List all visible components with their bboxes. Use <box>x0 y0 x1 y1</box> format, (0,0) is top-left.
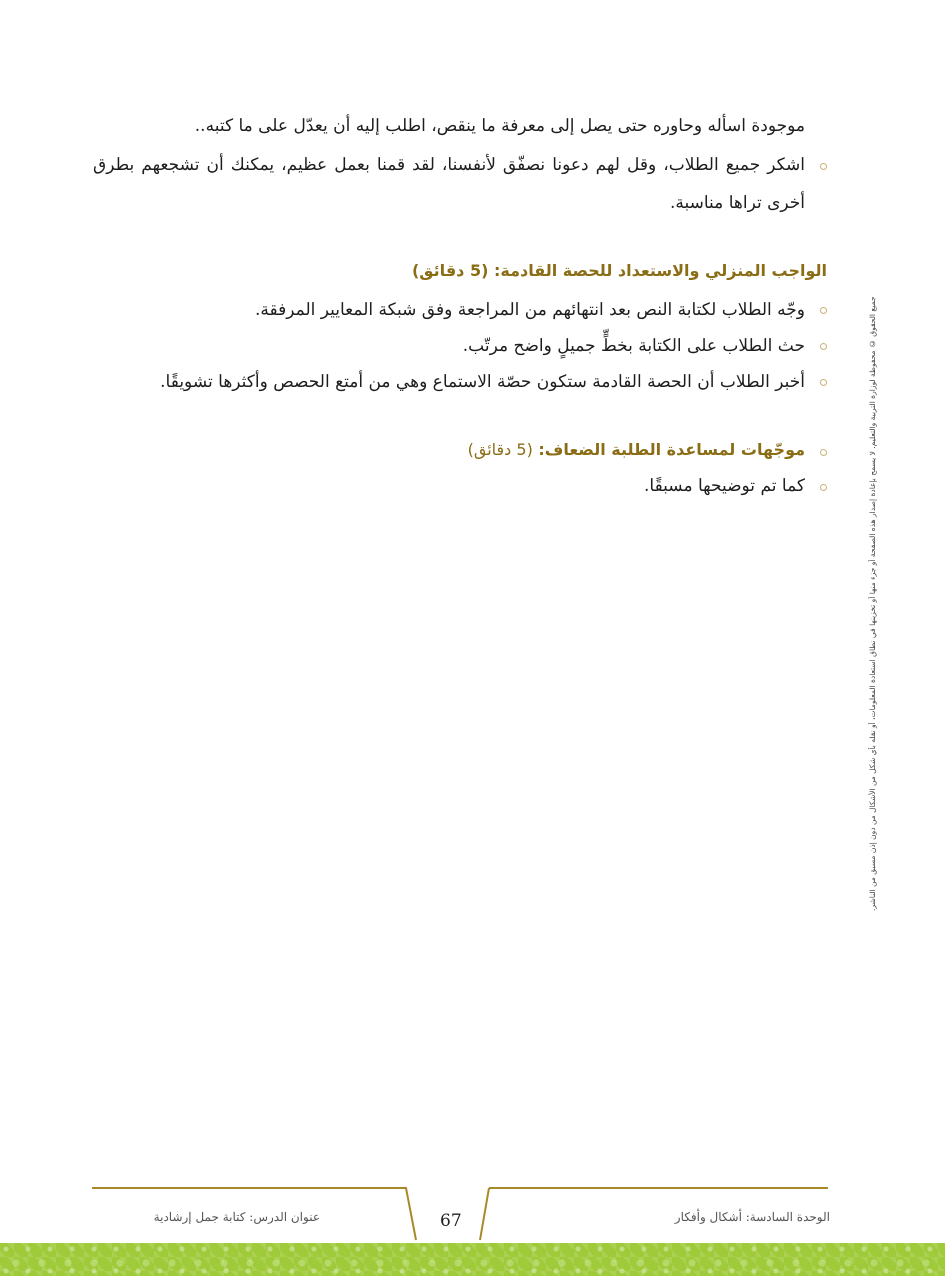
circle-bullet-icon <box>820 379 827 386</box>
footer-lesson-title: عنوان الدرس: كتابة جمل إرشادية <box>153 1210 320 1224</box>
circle-bullet-icon <box>820 307 827 314</box>
circle-bullet-icon <box>820 163 827 170</box>
copyright-side-note: جميع الحقوق © محفوظة لوزارة التربية والتعليم. لا يسمح بإعادة إصدار هذه الصفحة أو جزء منها أو تخزينها في نطاق استعادة المعلومات، أو نقله بأي شكل من الأشكال من دون إذن مسبق من الناشر. <box>868 296 877 911</box>
weak-students-heading-title: موجّهات لمساعدة الطلبة الضعاف: <box>538 440 805 459</box>
homework-heading-duration: (5 دقائق) <box>411 261 489 280</box>
weak-students-item: كما تم توضيحها مسبقًا. <box>643 476 805 496</box>
homework-item: أخبر الطلاب أن الحصة القادمة ستكون حصّة الاستماع وهي من أمتع الحصص وأكثرها تشويقًا. <box>160 372 805 392</box>
homework-item: حث الطلاب على الكتابة بخطٍّ جميلٍ واضح مرتّب. <box>462 336 805 356</box>
circle-bullet-icon <box>820 484 827 491</box>
weak-students-heading <box>468 440 805 459</box>
circle-bullet-icon <box>820 449 827 456</box>
homework-heading <box>412 261 827 280</box>
homework-heading-title: الواجب المنزلي والاستعداد للحصة القادمة: <box>493 261 827 280</box>
intro-continuation-line: موجودة اسأله وحاوره حتى يصل إلى معرفة ما ينقص، اطلب إليه أن يعدّل على ما كتبه.. <box>194 116 805 136</box>
decorative-bottom-band <box>0 1243 945 1276</box>
weak-students-heading-duration: (5 دقائق) <box>467 440 533 459</box>
homework-item: وجّه الطلاب لكتابة النص بعد انتهائهم من المراجعة وفق شبكة المعايير المرفقة. <box>255 300 805 320</box>
footer-unit: الوحدة السادسة: أشكال وأفكار <box>674 1210 830 1224</box>
thank-students-item: اشكر جميع الطلاب، وقل لهم دعونا نصفّق لأنفسنا، لقد قمنا بعمل عظيم، يمكنك أن تشجعهم بطرق أخرى تراها مناسبة. <box>93 155 805 213</box>
page-number: 67 <box>440 1211 462 1231</box>
circle-bullet-icon <box>820 343 827 350</box>
